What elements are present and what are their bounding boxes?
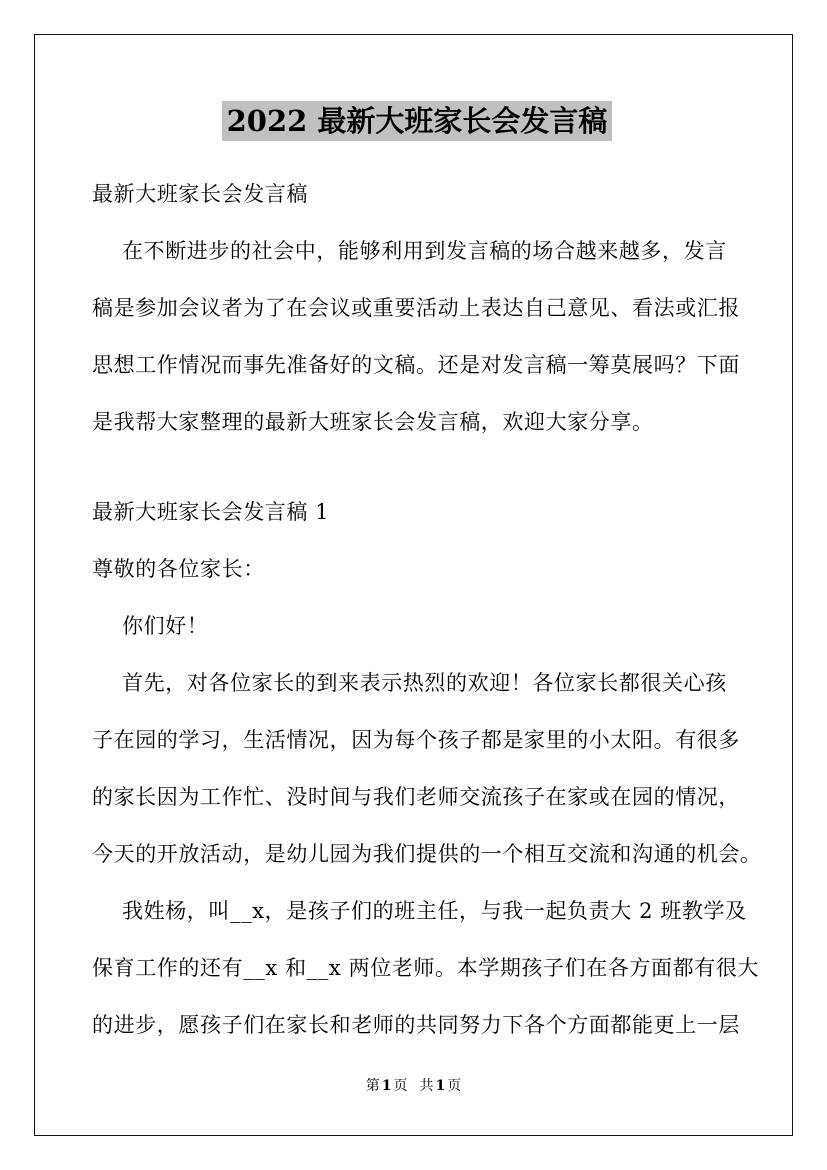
paragraph-line: 你们好！	[122, 614, 209, 638]
document-body	[92, 166, 762, 1054]
footer-total-pages-prefix: 共	[419, 1078, 434, 1094]
footer-current-page-suffix: 页	[393, 1078, 408, 1094]
paragraph-line: 子在园的学习，生活情况，因为每个孩子都是家里的小太阳。有很多	[92, 728, 740, 752]
footer-current-page-number: 1	[381, 1078, 392, 1094]
paragraph-line: 思想工作情况而事先准备好的文稿。还是对发言稿一筹莫展吗？下面	[92, 353, 740, 377]
page-content	[92, 35, 762, 1054]
paragraph-line: 首先，对各位家长的到来表示热烈的欢迎！各位家长都很关心孩	[122, 671, 727, 695]
footer-total-pages-number: 1	[435, 1078, 446, 1094]
paragraph-line: 稿是参加会议者为了在会议或重要活动上表达自己意见、看法或汇报	[92, 296, 740, 320]
paragraph-line: 今天的开放活动，是幼儿园为我们提供的一个相互交流和沟通的机会。	[92, 842, 762, 866]
paragraph-line: 保育工作的还有__x 和__x 两位老师。本学期孩子们在各方面都有很大	[92, 956, 760, 980]
footer-total-pages-suffix: 页	[447, 1078, 462, 1094]
page-border	[34, 34, 793, 1136]
paragraph-line: 在不断进步的社会中，能够利用到发言稿的场合越来越多，发言	[122, 239, 727, 263]
page-footer	[34, 1076, 793, 1096]
document-title: 2022 最新大班家长会发言稿	[222, 101, 613, 141]
title-row	[92, 101, 742, 141]
paragraph-line: 的进步，愿孩子们在家长和老师的共同努力下各个方面都能更上一层	[92, 1013, 740, 1037]
section-heading: 最新大班家长会发言稿	[92, 182, 308, 206]
paragraph-line: 我姓杨，叫__x，是孩子们的班主任，与我一起负责大 2 班教学及	[122, 899, 747, 923]
paragraph-line: 尊敬的各位家长：	[92, 557, 265, 581]
section-heading: 最新大班家长会发言稿 1	[92, 500, 330, 524]
footer-current-page-prefix: 第	[365, 1078, 380, 1094]
paragraph-line: 是我帮大家整理的最新大班家长会发言稿，欢迎大家分享。	[92, 410, 654, 434]
paragraph-line: 的家长因为工作忙、没时间与我们老师交流孩子在家或在园的情况，	[92, 785, 740, 809]
